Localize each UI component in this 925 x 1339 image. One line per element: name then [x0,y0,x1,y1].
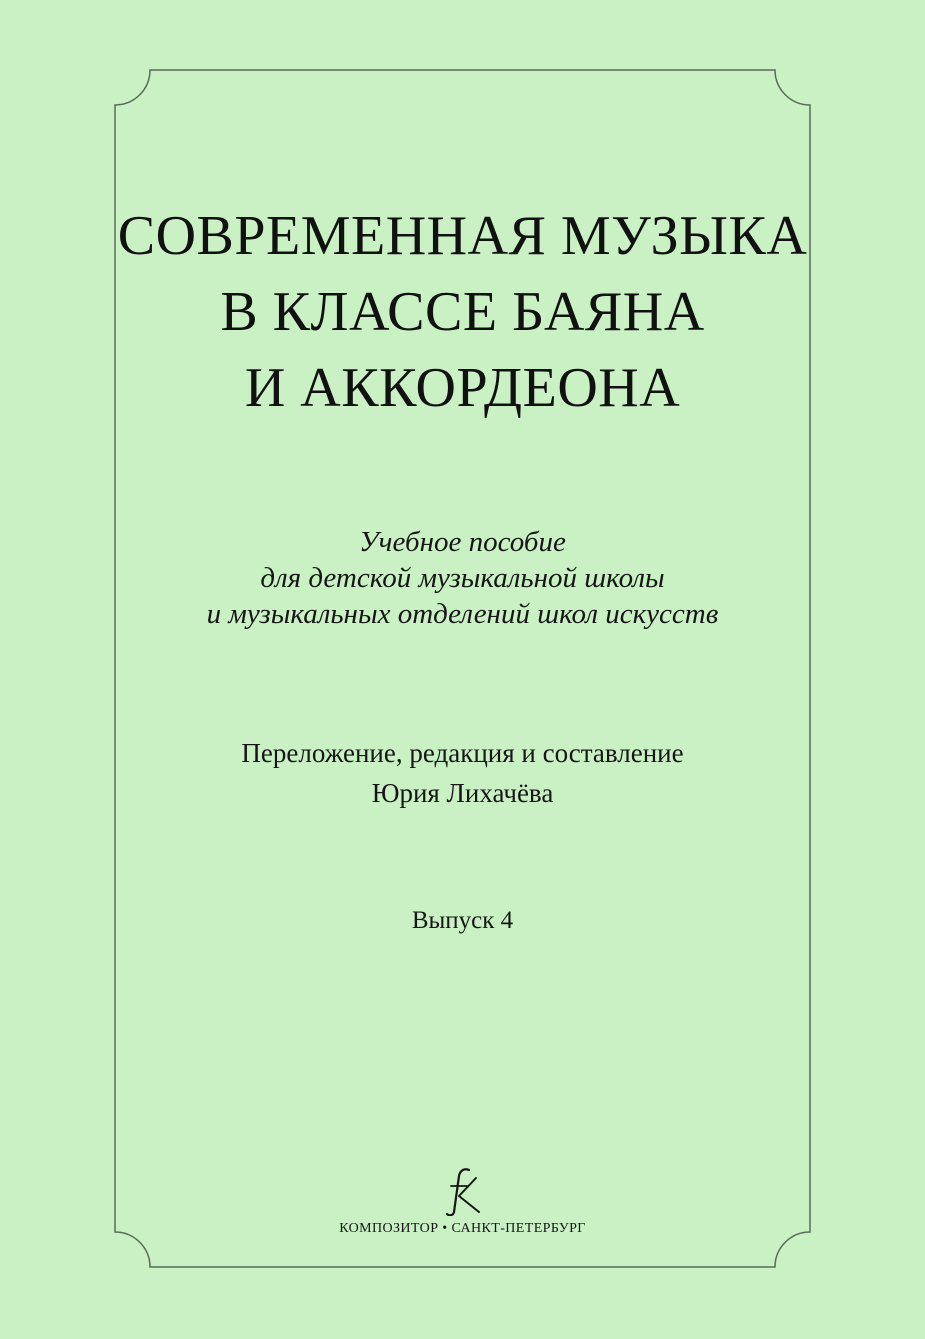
credit-author: Юрия Лихачёва [371,778,554,808]
title-line-3: И АККОРДЕОНА [244,357,681,419]
publisher-name: КОМПОЗИТОР • САНКТ-ПЕТЕРБУРГ [339,1221,586,1236]
credit-role: Переложение, редакция и составление [241,738,684,768]
subtitle-line-2: для детской музыкальной школы [260,562,665,594]
book-title [0,198,925,426]
issue-number: Выпуск 4 [411,907,514,934]
title-line-1: СОВРЕМЕННАЯ МУЗЫКА [117,205,808,267]
subtitle-line-3: и музыкальных отделений школ искусств [206,598,719,630]
subtitle-line-1: Учебное пособие [359,526,566,558]
editor-credit [0,733,925,813]
title-line-2: В КЛАССЕ БАЯНА [220,281,705,343]
book-subtitle [0,524,925,632]
composer-k-logo-icon [445,1166,485,1216]
